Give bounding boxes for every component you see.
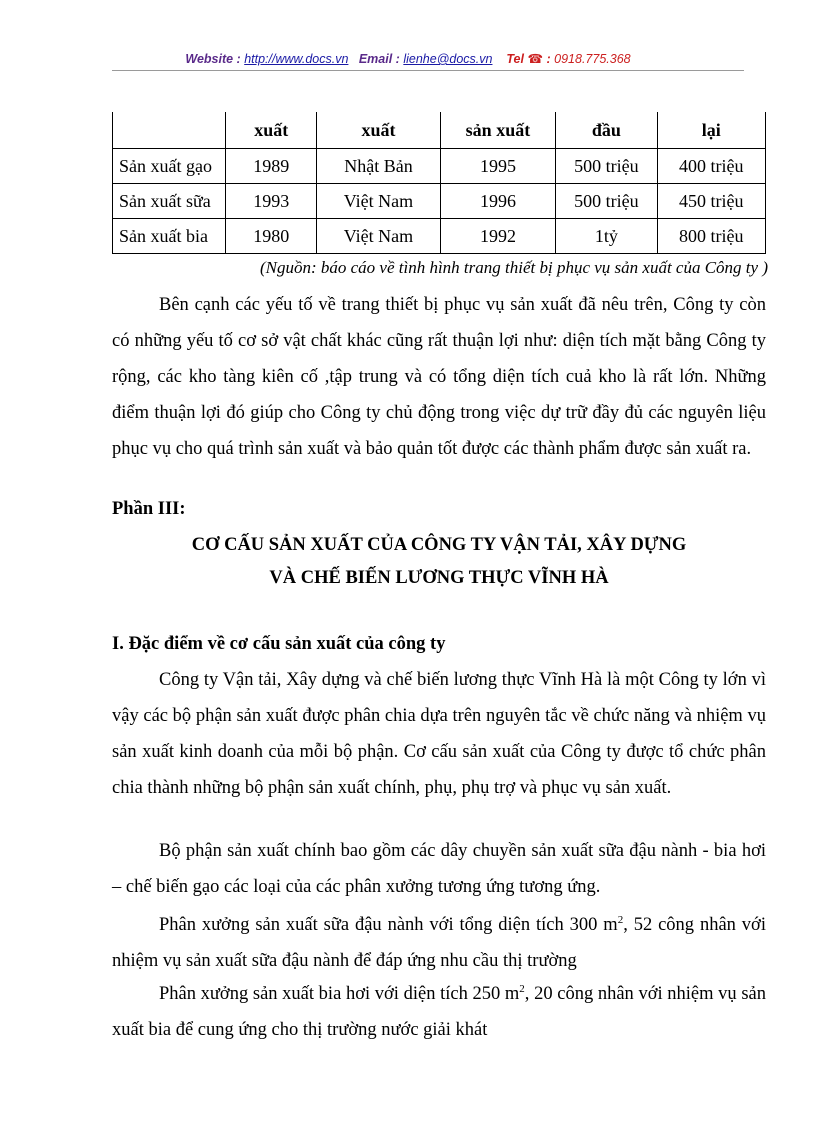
paragraph-soy-workshop bbox=[112, 902, 766, 979]
paragraph-text: , 20 công nhân với nhiệm vụ sản xuất bia để cung ứng cho thị trường nước giải khát bbox=[112, 984, 766, 1041]
table-cell: Sản xuất sữa bbox=[113, 184, 226, 219]
table-row bbox=[113, 149, 766, 184]
website-label: Website : bbox=[185, 52, 241, 66]
table-cell: xuất bbox=[317, 112, 440, 149]
section-heading: I. Đặc điểm về cơ cấu sản xuất của công ty bbox=[112, 634, 446, 654]
table-cell: đầu bbox=[556, 112, 657, 149]
tel-label: Tel ☎ : bbox=[506, 52, 551, 66]
paragraph-structure bbox=[112, 662, 766, 806]
table-row bbox=[113, 219, 766, 254]
table-cell: 400 triệu bbox=[657, 149, 765, 184]
table-cell: lại bbox=[657, 112, 765, 149]
table-cell: 1992 bbox=[440, 219, 556, 254]
equipment-table bbox=[112, 112, 766, 254]
email-link[interactable]: lienhe@docs.vn bbox=[403, 52, 493, 66]
tel-value: 0918.775.368 bbox=[554, 52, 631, 66]
table-cell: 1995 bbox=[440, 149, 556, 184]
table-cell bbox=[113, 112, 226, 149]
table-cell: Việt Nam bbox=[317, 219, 440, 254]
paragraph-main-division bbox=[112, 833, 766, 905]
header-divider bbox=[112, 70, 744, 71]
paragraph-beer-workshop bbox=[112, 971, 766, 1048]
paragraph-text: Phân xưởng sản xuất bia hơi với diện tích 250 m bbox=[159, 984, 520, 1005]
paragraph-text: Công ty Vận tải, Xây dựng và chế biến lương thực Vĩnh Hà là một Công ty lớn vì vậy các bộ phận sản xuất được phân chia dựa trên nguyên tắc về chức năng và nhiệm vụ sản xuất kinh doanh của mỗi bộ phận. Cơ cấu sản xuất của Công ty được tổ chức phân chia thành những bộ phận sản xuất chính, phụ, phụ trợ và phục vụ sản xuất. bbox=[112, 670, 766, 798]
table-cell: Sản xuất gạo bbox=[113, 149, 226, 184]
paragraph-facilities bbox=[112, 287, 766, 467]
table-cell: Việt Nam bbox=[317, 184, 440, 219]
table-cell: 500 triệu bbox=[556, 184, 657, 219]
page-header bbox=[0, 51, 816, 66]
table-cell: 1996 bbox=[440, 184, 556, 219]
table-cell: xuất bbox=[226, 112, 317, 149]
table-row bbox=[113, 184, 766, 219]
chapter-title-line1: CƠ CẤU SẢN XUẤT CỦA CÔNG TY VẬN TẢI, XÂY DỰNG bbox=[191, 535, 687, 555]
table-cell: Sản xuất bia bbox=[113, 219, 226, 254]
table-cell: 800 triệu bbox=[657, 219, 765, 254]
superscript: 2 bbox=[617, 914, 624, 926]
table-header-row bbox=[113, 112, 766, 149]
table-cell: 1tỷ bbox=[556, 219, 657, 254]
table-cell: 1980 bbox=[226, 219, 317, 254]
table-cell: 1993 bbox=[226, 184, 317, 219]
table-cell: 450 triệu bbox=[657, 184, 765, 219]
paragraph-text: Bộ phận sản xuất chính bao gồm các dây chuyền sản xuất sữa đậu nành - bia hơi – chế biến gạo các loại của các phân xưởng tương ứng tương ứng. bbox=[112, 841, 766, 897]
table-cell: sản xuất bbox=[440, 112, 556, 149]
table-cell: 1989 bbox=[226, 149, 317, 184]
email-label: Email : bbox=[358, 52, 400, 66]
table-cell: Nhật Bản bbox=[317, 149, 440, 184]
paragraph-text: Phân xưởng sản xuất sữa đậu nành với tổng diện tích 300 m bbox=[159, 915, 618, 936]
chapter-title-line2: VÀ CHẾ BIẾN LƯƠNG THỰC VĨNH HÀ bbox=[269, 568, 609, 588]
paragraph-text: , 52 công nhân với nhiệm vụ sản xuất sữa đậu nành để đáp ứng nhu cầu thị trường bbox=[112, 915, 766, 972]
paragraph-text: Bên cạnh các yếu tố về trang thiết bị phục vụ sản xuất đã nêu trên, Công ty còn có những yếu tố cơ sở vật chất khác cũng rất thuận lợi như: diện tích mặt bằng Công ty rộng, các kho tàng kiên cố ,tập trung và có tổng diện tích cuả kho là rất lớn. Những điểm thuận lợi đó giúp cho Công ty chủ động trong việc dự trữ đầy đủ các nguyên liệu phục vụ cho quá trình sản xuất và bảo quản tốt được các thành phẩm được sản xuất ra. bbox=[112, 295, 766, 459]
table-cell: 500 triệu bbox=[556, 149, 657, 184]
part-label: Phần III: bbox=[112, 499, 186, 519]
superscript: 2 bbox=[519, 983, 525, 995]
table-source-note: (Nguồn: báo cáo về tình hình trang thiết bị phục vụ sản xuất của Công ty ) bbox=[259, 258, 768, 277]
website-link[interactable]: http://www.docs.vn bbox=[244, 52, 349, 66]
